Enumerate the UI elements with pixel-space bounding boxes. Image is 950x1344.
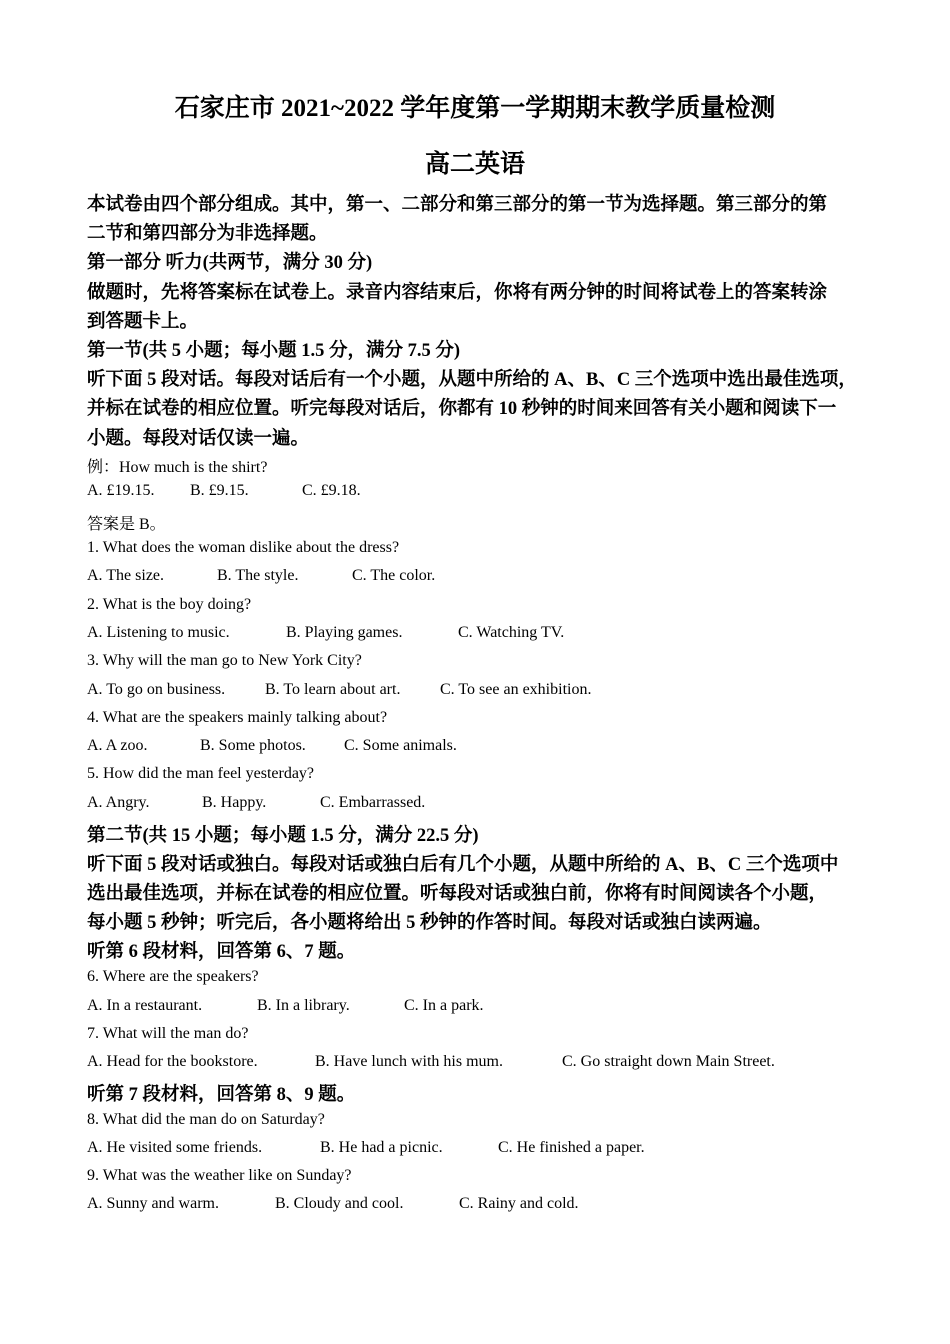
example-answer: 答案是 B。 bbox=[87, 516, 166, 533]
question-text: 5. How did the man feel yesterday? bbox=[87, 765, 315, 782]
section1-instruction: 小题。每段对话仅读一遍。 bbox=[87, 429, 310, 449]
part1-instruction: 做题时，先将答案标在试卷上。录音内容结束后，你将有两分钟的时间将试卷上的答案转涂 bbox=[87, 283, 828, 303]
option-a: A. The size. bbox=[87, 567, 165, 584]
option-c: C. Embarrassed. bbox=[320, 794, 426, 811]
option-b: B. In a library. bbox=[257, 997, 350, 1014]
material-7-heading: 听第 7 段材料，回答第 8、9 题。 bbox=[87, 1085, 356, 1105]
option-b: B. To learn about art. bbox=[265, 681, 401, 698]
part1-instruction: 到答题卡上。 bbox=[87, 312, 199, 332]
option-b: B. Playing games. bbox=[286, 624, 403, 641]
question-text: 4. What are the speakers mainly talking about? bbox=[87, 709, 388, 726]
question-text: 7. What will the man do? bbox=[87, 1025, 249, 1042]
option-c: C. Watching TV. bbox=[458, 624, 565, 641]
section1-instruction: 听下面 5 段对话。每段对话后有一个小题，从题中所给的 A、B、C 三个选项中选出最佳选项， bbox=[87, 370, 857, 390]
section2-instruction: 每小题 5 秒钟；听完后，各小题将给出 5 秒钟的作答时间。每段对话或独白读两遍。 bbox=[87, 913, 772, 933]
example-question: 例：How much is the shirt? bbox=[87, 459, 268, 476]
option-c: C. Rainy and cold. bbox=[459, 1195, 579, 1212]
question-text: 8. What did the man do on Saturday? bbox=[87, 1111, 325, 1128]
option-a: A. Sunny and warm. bbox=[87, 1195, 219, 1212]
option-a: A. He visited some friends. bbox=[87, 1139, 263, 1156]
option-b: B. He had a picnic. bbox=[320, 1139, 443, 1156]
section2-heading: 第二节(共 15 小题；每小题 1.5 分，满分 22.5 分) bbox=[87, 826, 479, 846]
option-c: C. Go straight down Main Street. bbox=[562, 1053, 775, 1070]
example-option-c: C. £9.18. bbox=[302, 482, 361, 499]
option-a: A. A zoo. bbox=[87, 737, 148, 754]
question-text: 1. What does the woman dislike about the dress? bbox=[87, 539, 400, 556]
question-text: 9. What was the weather like on Sunday? bbox=[87, 1167, 352, 1184]
option-b: B. Happy. bbox=[202, 794, 267, 811]
option-b: B. Have lunch with his mum. bbox=[315, 1053, 503, 1070]
exam-subtitle: 高二英语 bbox=[424, 151, 525, 178]
section2-instruction: 选出最佳选项，并标在试卷的相应位置。听每段对话或独白前，你将有时间阅读各个小题， bbox=[87, 884, 828, 904]
option-c: C. In a park. bbox=[404, 997, 484, 1014]
part1-heading: 第一部分 听力(共两节，满分 30 分) bbox=[87, 253, 373, 273]
section1-heading: 第一节(共 5 小题；每小题 1.5 分，满分 7.5 分) bbox=[87, 341, 461, 361]
option-a: A. Head for the bookstore. bbox=[87, 1053, 258, 1070]
material-6-heading: 听第 6 段材料，回答第 6、7 题。 bbox=[87, 942, 356, 962]
section2-instruction: 听下面 5 段对话或独白。每段对话或独白后有几个小题，从题中所给的 A、B、C 三个选项中 bbox=[87, 855, 839, 875]
option-a: A. In a restaurant. bbox=[87, 997, 203, 1014]
option-c: C. The color. bbox=[352, 567, 436, 584]
question-text: 2. What is the boy doing? bbox=[87, 596, 252, 613]
example-option-a: A. £19.15. bbox=[87, 482, 155, 499]
option-b: B. Cloudy and cool. bbox=[275, 1195, 404, 1212]
option-a: A. Listening to music. bbox=[87, 624, 230, 641]
question-text: 6. Where are the speakers? bbox=[87, 968, 259, 985]
option-b: B. The style. bbox=[217, 567, 299, 584]
exam-title: 石家庄市 2021~2022 学年度第一学期期末教学质量检测 bbox=[174, 95, 776, 122]
option-a: A. To go on business. bbox=[87, 681, 226, 698]
intro-line: 本试卷由四个部分组成。其中，第一、二部分和第三部分的第一节为选择题。第三部分的第 bbox=[87, 195, 828, 215]
option-c: C. Some animals. bbox=[344, 737, 457, 754]
example-option-b: B. £9.15. bbox=[190, 482, 249, 499]
option-a: A. Angry. bbox=[87, 794, 150, 811]
question-text: 3. Why will the man go to New York City? bbox=[87, 652, 362, 669]
option-c: C. He finished a paper. bbox=[498, 1139, 645, 1156]
option-c: C. To see an exhibition. bbox=[440, 681, 592, 698]
section1-instruction: 并标在试卷的相应位置。听完每段对话后，你都有 10 秒钟的时间来回答有关小题和阅读下一 bbox=[87, 399, 837, 419]
option-b: B. Some photos. bbox=[200, 737, 306, 754]
intro-line: 二节和第四部分为非选择题。 bbox=[87, 224, 328, 244]
